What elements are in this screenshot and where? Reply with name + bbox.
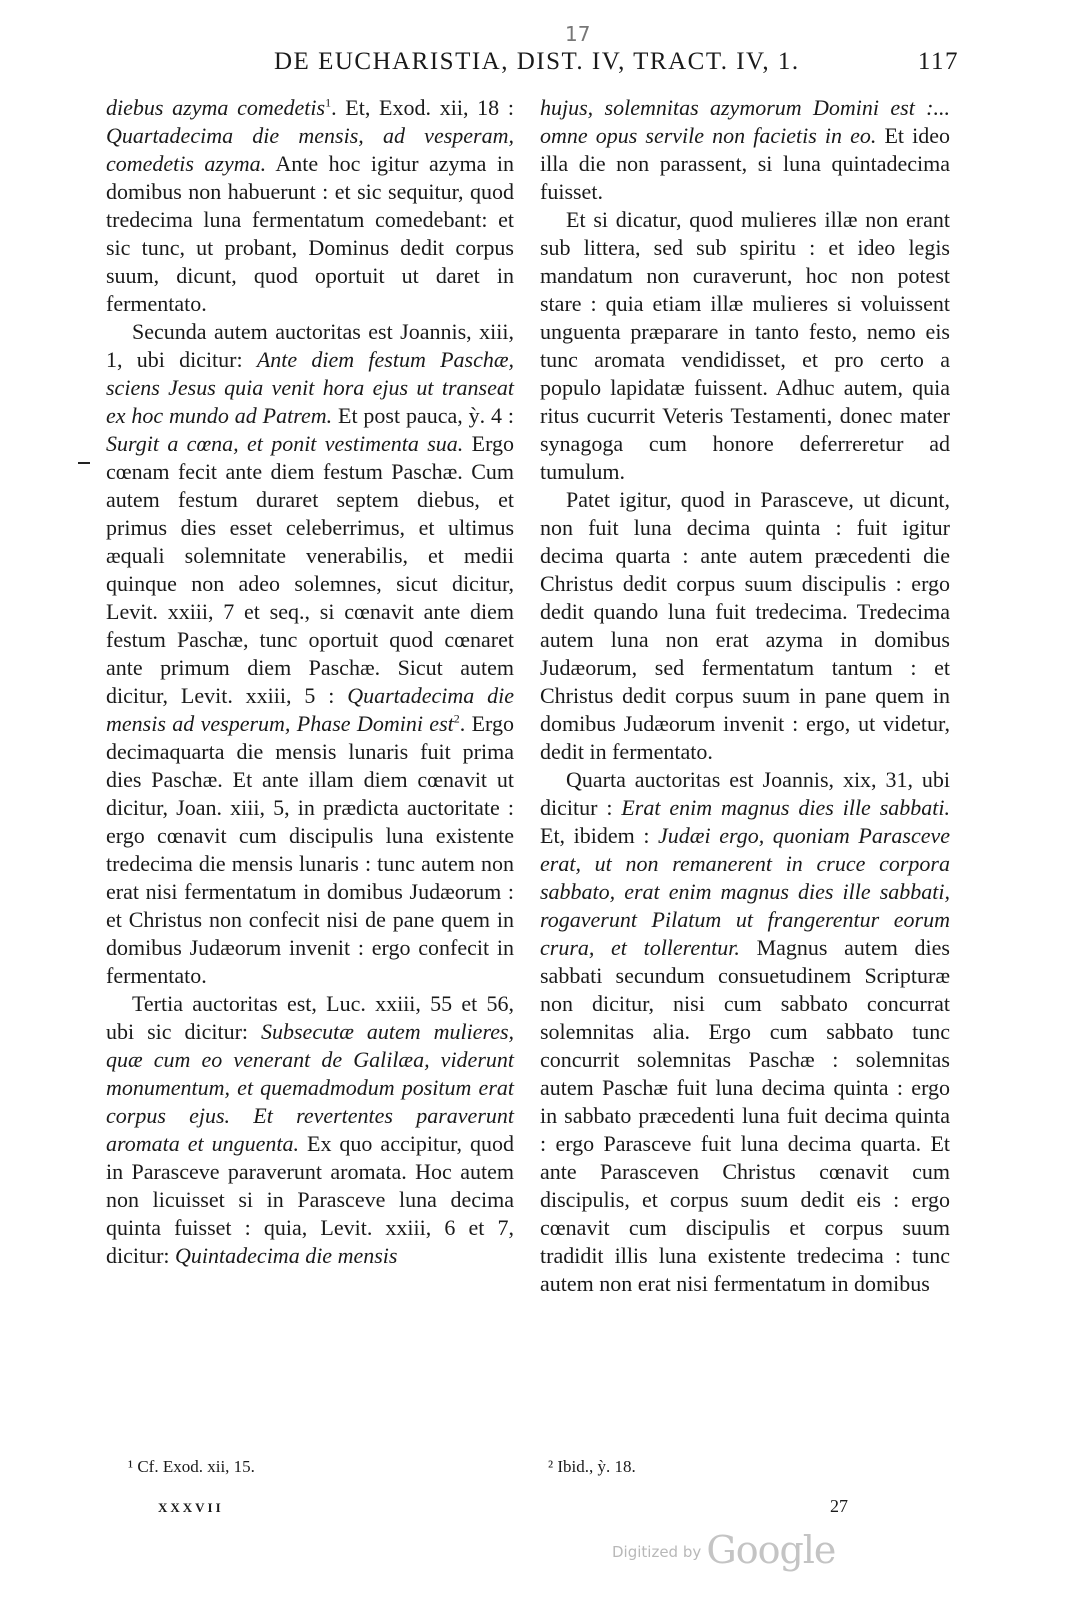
quote-text: Quartadecima die mensis, ad vesperam, comedetis azyma. — [106, 123, 514, 176]
signature-mark: XXXVII — [158, 1500, 224, 1515]
right-paragraph-4 — [540, 766, 950, 1298]
quote-text: diebus azyma comedetis — [106, 95, 326, 120]
footnote-2: ² Ibid., ỳ. 18. — [548, 1457, 636, 1476]
quote-text: Judæi ergo, quoniam Parasceve erat, ut non remanerent in cruce corpora sabbato, erat enim magnus dies ille sabbati, rogaverunt Pilatum ut frangerentur eorum crura, et tollerentur. — [540, 823, 951, 960]
google-logo: Google — [706, 1528, 836, 1572]
footnote-ref: 2 — [453, 711, 460, 726]
pencil-annotation: 17 — [565, 22, 591, 46]
body-text: Magnus autem dies sabbati secundum consuetudinem Scripturæ non dicitur, nisi cum sabbato concurrat solemnitas alia. Ergo cum sabbato tunc concurrit solemnitas Paschæ : solemnitas autem Paschæ fuit luna decima quinta : ergo in sabbato præcedenti luna fuit decima quinta : ergo Parasceve fuit luna decima quarta. Et ante Parasceven Christus cœnavit cum discipulis, et corpus suum dedit eis : ergo cœnavit cum discipulis et corpus suum tradidit illis luna existente tredecima : tunc autem non erat nisi fermentatum in domibus — [540, 935, 950, 1296]
left-paragraph-2 — [106, 318, 514, 990]
quote-text: Quintadecima die mensis — [175, 1243, 398, 1268]
body-text: Et post pauca, ỳ. 4 : — [338, 403, 514, 428]
page-number: 117 — [917, 48, 959, 75]
folio-number: 27 — [830, 1496, 848, 1516]
body-text: Ante hoc igitur azyma in domibus non habuerunt : et sic sequitur, quod tredecima luna fermentatum comedebant: et sic tunc, ut probant, Dominus dedit corpus suum, dicunt, quod oportuit ut daret in fermentato. — [106, 151, 514, 316]
body-text: Secunda autem auctoritas est Joannis, xiii, 1, ubi dicitur: — [106, 319, 514, 372]
quote-text: Quartadecima die mensis ad vesperum, Phase Domini est — [106, 683, 515, 736]
digitization-watermark — [612, 1528, 835, 1572]
body-text: Et ideo illa die non parassent, si luna quintadecima fuisset. — [540, 123, 950, 204]
body-text: Et, ibidem : — [540, 823, 650, 848]
quote-text: Subsecutæ autem mulieres, quæ cum eo venerant de Galilæa, viderunt monumentum, et quemadmodum positum erat corpus ejus. Et revertentes paraverunt aromata et unguenta. — [106, 1019, 515, 1156]
body-text: Tertia auctoritas est, Luc. xxiii, 55 et 56, ubi sic dicitur: — [106, 991, 514, 1044]
quote-text: hujus, solemnitas azymorum Domini est :... omne opus servile non facietis in eo. — [540, 95, 950, 148]
quote-text: Ante diem festum Paschæ, sciens Jesus quia venit hora ejus ut transeat ex hoc mundo ad Patrem. — [106, 347, 515, 428]
margin-mark — [78, 462, 90, 464]
right-paragraph-2: Et si dicatur, quod mulieres illæ non erant sub littera, sed sub spiritu : et ideo legis mandatum non curaverunt, hoc non potest stare : quia etiam illæ mulieres si voluissent unguenta præparare in tanto festo, nemo eis tunc aromata vendidisset, et pro certo a populo lapidatæ fuissent. Adhuc autem, quia ritus cucurrit Veteris Testamenti, donec mater synagoga cum honore deferreretur ad tumulum. — [540, 207, 950, 484]
body-text: . Et, Exod. xii, 18 : — [331, 95, 514, 120]
running-title: DE EUCHARISTIA, DIST. IV, TRACT. IV, 1. — [274, 48, 800, 75]
left-paragraph-1 — [106, 94, 514, 318]
quote-text: Erat enim magnus dies ille sabbati. — [621, 795, 951, 820]
body-text: . Ergo decimaquarta die mensis lunaris fuit prima dies Paschæ. Et ante illam diem cœnavit ut dicitur, Joan. xiii, 5, in prædicta auctoritate : ergo cœnavit cum discipulis luna existente tredecima die mensis lunaris : tunc autem non erat nisi fermentatum in domibus Judæorum : et Christus non confecit nisi de pane quem in domibus Judæorum invenit : ergo confecit in fermentato. — [106, 711, 514, 988]
right-column — [540, 94, 950, 1298]
right-paragraph-1 — [540, 94, 950, 206]
body-text: Quarta auctoritas est Joannis, xix, 31, ubi dicitur : — [540, 767, 950, 820]
left-paragraph-3 — [106, 990, 514, 1270]
watermark-prefix: Digitized by — [612, 1543, 702, 1561]
footnote-ref: 1 — [325, 95, 332, 110]
quote-text: Surgit a cœna, et ponit vestimenta sua. — [106, 431, 464, 456]
right-paragraph-3: Patet igitur, quod in Parasceve, ut dicunt, non fuit luna decima quinta : fuit igitur decima quarta : ante autem præcedenti die Christus dedit corpus suum discipulis : ergo dedit quando luna fuit tredecima. Tredecima autem luna non erat azyma in domibus Judæorum, sed fermentatum tantum : et Christus dedit corpus suum in pane quem in domibus Judæorum invenit : ergo, ut videtur, dedit in fermentato. — [540, 487, 950, 764]
left-column — [106, 94, 514, 1270]
footnote-1: ¹ Cf. Exod. xii, 15. — [128, 1457, 255, 1476]
body-text: Ex quo accipitur, quod in Parasceve paraverunt aromata. Hoc autem non licuisset si in Parasceve luna decima quinta fuisset : quia, Levit. xxiii, 6 et 7, dicitur: — [106, 1131, 515, 1268]
running-head — [274, 48, 959, 82]
body-text: Ergo cœnam fecit ante diem festum Paschæ. Cum autem festum duraret septem diebus, et primus dies esset celeberrimus, et ultimus æquali solemnitate venerabilis, et medii quinque non adeo solemnes, sicut dicitur, Levit. xxiii, 7 et seq., si cœnavit ante diem festum Paschæ, tunc oportuit quod cœnaret ante primum diem Paschæ. Sicut autem dicitur, Levit. xxiii, 5 : — [106, 431, 515, 708]
